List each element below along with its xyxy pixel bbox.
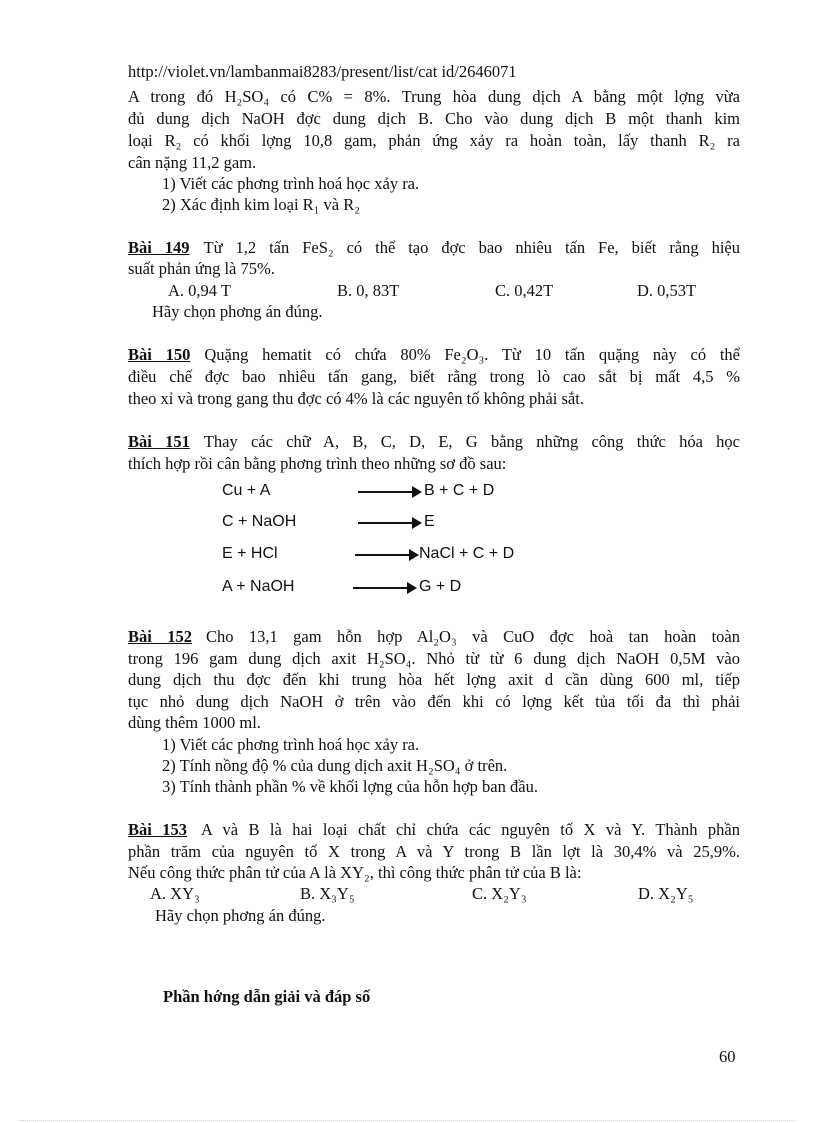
bai153-line: Nếu công thức phân tử của A là XY₂, thì công thức phân tử của B là: <box>128 863 582 882</box>
bai152-line: dung dịch thu đợc đến khi trung hòa hết lợng axit d cần dùng 600 ml, tiếp <box>128 670 740 689</box>
bai152-task: 3) Tính thành phần % về khối lợng của hỗn hợp ban đầu. <box>162 777 538 796</box>
bai153-line: Bài 153 A và B là hai loại chất chỉ chứa các nguyên tố X và Y. Thành phần <box>128 820 740 839</box>
bai149-line: suất phản ứng là 75%. <box>128 259 275 278</box>
intro-line: đủ dung dịch NaOH đợc dung dịch B. Cho vào dung dịch B một thanh kim <box>128 109 740 128</box>
bai149-line: Bài 149 Từ 1,2 tấn FeS₂ có thể tạo đợc bao nhiêu tấn Fe, biết rằng hiệu <box>128 238 740 257</box>
eq2-products: E <box>424 513 435 530</box>
bai152-line: Bài 152 Cho 13,1 gam hỗn hợp Al₂O₃ và CuO đợc hoà tan hoàn toàn <box>128 627 740 646</box>
solutions-heading: Phần hớng dẫn giải và đáp số <box>163 987 371 1006</box>
bai152-label: Bài 152 <box>128 627 192 646</box>
intro-line: cân nặng 11,2 gam. <box>128 153 257 172</box>
eq1-products: B + C + D <box>424 482 495 499</box>
intro-task: 1) Viết các phơng trình hoá học xảy ra. <box>162 174 420 193</box>
eq1-reactants: Cu + A <box>222 482 271 499</box>
intro-line: loại R₂ có khối lợng 10,8 gam, phản ứng xảy ra hoàn toàn, lấy thanh R₂ ra <box>128 131 740 150</box>
bai152-line: dùng thêm 1000 ml. <box>128 713 261 732</box>
eq3-products: NaCl + C + D <box>419 545 515 562</box>
bai149-option-b: B. 0, 83T <box>337 281 400 300</box>
bai151-line: Bài 151 Thay các chữ A, B, C, D, E, G bằng những công thức hóa học <box>128 432 741 451</box>
eq3-reactants: E + HCl <box>222 545 278 562</box>
bai153-option-b: B. X₃Y₅ <box>300 884 355 903</box>
header-url: http://violet.vn/lambanmai8283/present/list/cat id/2646071 <box>128 62 517 81</box>
eq3-arrow-icon <box>355 554 417 556</box>
bai153-line: phần trăm của nguyên tố X trong A và Y trong B lần lợt là 30,4% và 25,9%. <box>128 842 740 861</box>
eq4-arrow-icon <box>353 587 415 589</box>
page-number: 60 <box>719 1047 736 1066</box>
bai149-label: Bài 149 <box>128 238 190 257</box>
bai151-line: thích hợp rồi cân bằng phơng trình theo những sơ đồ sau: <box>128 454 507 473</box>
bai149-option-a: A. 0,94 T <box>168 281 231 300</box>
bai150-line: điều chế đợc bao nhiêu tấn gang, biết rằng trong lò cao sắt bị mất 4,5 % <box>128 367 740 386</box>
eq2-reactants: C + NaOH <box>222 513 297 530</box>
eq4-products: G + D <box>419 578 462 595</box>
eq1-arrow-icon <box>358 491 420 493</box>
bai149-option-d: D. 0,53T <box>637 281 697 300</box>
bai150-line: theo xỉ và trong gang thu đợc có 4% là các nguyên tố không phải sắt. <box>128 389 584 408</box>
eq4-reactants: A + NaOH <box>222 578 295 595</box>
bai152-line: tục nhỏ dung dịch NaOH ở trên vào đến khi có lợng kết tủa tối đa thì phải <box>128 692 740 711</box>
bai151-label: Bài 151 <box>128 432 190 451</box>
bai153-option-a: A. XY₃ <box>150 884 200 903</box>
page-footer-divider <box>20 1120 796 1121</box>
bai149-option-c: C. 0,42T <box>495 281 554 300</box>
bai152-task: 2) Tính nồng độ % của dung dịch axit H₂SO₄ ở trên. <box>162 756 508 775</box>
bai153-option-c: C. X₂Y₃ <box>472 884 527 903</box>
bai149-choose: Hãy chọn phơng án đúng. <box>152 302 323 321</box>
eq2-arrow-icon <box>358 522 420 524</box>
bai152-line: trong 196 gam dung dịch axit H₂SO₄. Nhỏ từ từ 6 dung dịch NaOH 0,5M vào <box>128 649 740 668</box>
bai152-task: 1) Viết các phơng trình hoá học xảy ra. <box>162 735 420 754</box>
bai153-option-d: D. X₂Y₅ <box>638 884 694 903</box>
intro-line: A trong đó H₂SO₄ có C% = 8%. Trung hòa dung dịch A bằng một lợng vừa <box>128 87 740 106</box>
bai153-choose: Hãy chọn phơng án đúng. <box>155 906 326 925</box>
intro-task: 2) Xác định kim loại R₁ và R₂ <box>162 195 361 214</box>
bai150-line: Bài 150 Quặng hematit có chứa 80% Fe₂O₃. Từ 10 tấn quặng này có thể <box>128 345 740 364</box>
bai153-label: Bài 153 <box>128 820 188 839</box>
bai150-label: Bài 150 <box>128 345 191 364</box>
